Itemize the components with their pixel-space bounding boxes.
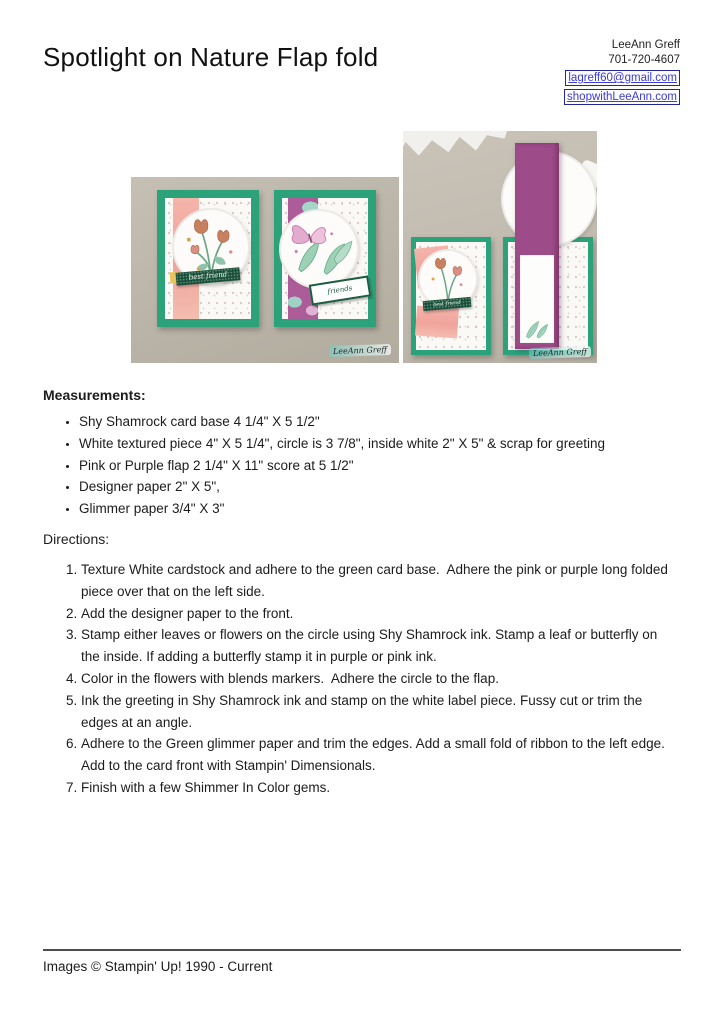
footer-divider <box>43 949 681 951</box>
direction-step: 3. Stamp either leaves or flowers on the circle using Shy Shamrock ink. Stamp a leaf or butterfly on the inside. If adding a butterfly stamp it in purple or pink ink. <box>81 624 679 668</box>
greeting-script: best friend <box>432 299 461 308</box>
measurement-item: • Designer paper 2" X 5", <box>79 476 695 498</box>
copyright-text: Images © Stampin' Up! 1990 - Current <box>43 959 273 974</box>
greeting-script: best friend <box>188 270 228 282</box>
measurements-heading: Measurements: <box>43 387 146 403</box>
flower-card-small <box>411 237 491 355</box>
butterfly-leaves-stamp-graphic <box>281 211 357 287</box>
direction-step: 5. Ink the greeting in Shy Shamrock ink and stamp on the white label piece. Fussy cut or trim the edges at an angle. <box>81 690 679 734</box>
photo-open-card <box>403 131 597 363</box>
direction-step: 2. Add the designer paper to the front. <box>81 603 679 625</box>
stamped-circle <box>281 211 357 287</box>
signature-watermark: LeeAnn Greff <box>329 344 391 357</box>
directions-list <box>61 559 679 799</box>
measurement-item: • Pink or Purple flap 2 1/4" X 11" score at 5 1/2" <box>79 455 695 477</box>
signature-watermark: LeeAnn Greff <box>529 346 591 359</box>
contact-name: LeeAnn Greff <box>611 39 680 51</box>
pink-wash <box>415 306 459 339</box>
contact-block <box>564 38 680 106</box>
butterfly-card <box>274 190 376 327</box>
page-title: Spotlight on Nature Flap fold <box>43 42 379 72</box>
direction-step: 7. Finish with a few Shimmer In Color gems. <box>81 777 679 799</box>
inside-white-panel <box>520 255 554 343</box>
direction-step: 4. Color in the flowers with blends markers. Adhere the circle to the flap. <box>81 668 679 690</box>
measurements-list <box>61 411 695 520</box>
directions-heading: Directions: <box>43 531 110 547</box>
website-link[interactable]: shopwithLeeAnn.com <box>564 89 680 105</box>
direction-step: 1. Texture White cardstock and adhere to the green card base. Adhere the pink or purple long folded piece over that on the left side. <box>81 559 679 603</box>
direction-step: 6. Adhere to the Green glimmer paper and trim the edges. Add a small fold of ribbon to the left edge. Add to the card front with Stampin' Dimensionals. <box>81 733 679 777</box>
greeting-script: friends <box>326 284 353 296</box>
email-link[interactable]: lagreff60@gmail.com <box>565 70 680 86</box>
measurement-item: • Shy Shamrock card base 4 1/4" X 5 1/2" <box>79 411 695 433</box>
measurement-item: • Glimmer paper 3/4" X 3" <box>79 498 695 520</box>
measurement-item: • White textured piece 4" X 5 1/4", circle is 3 7/8", inside white 2" X 5" & scrap for greeting <box>79 433 695 455</box>
tissue-paper <box>403 131 509 159</box>
leaf-stamp-graphic <box>522 311 552 341</box>
photo-finished-cards <box>131 177 399 363</box>
contact-phone: 701-720-4607 <box>608 54 680 66</box>
flower-card <box>157 190 259 327</box>
